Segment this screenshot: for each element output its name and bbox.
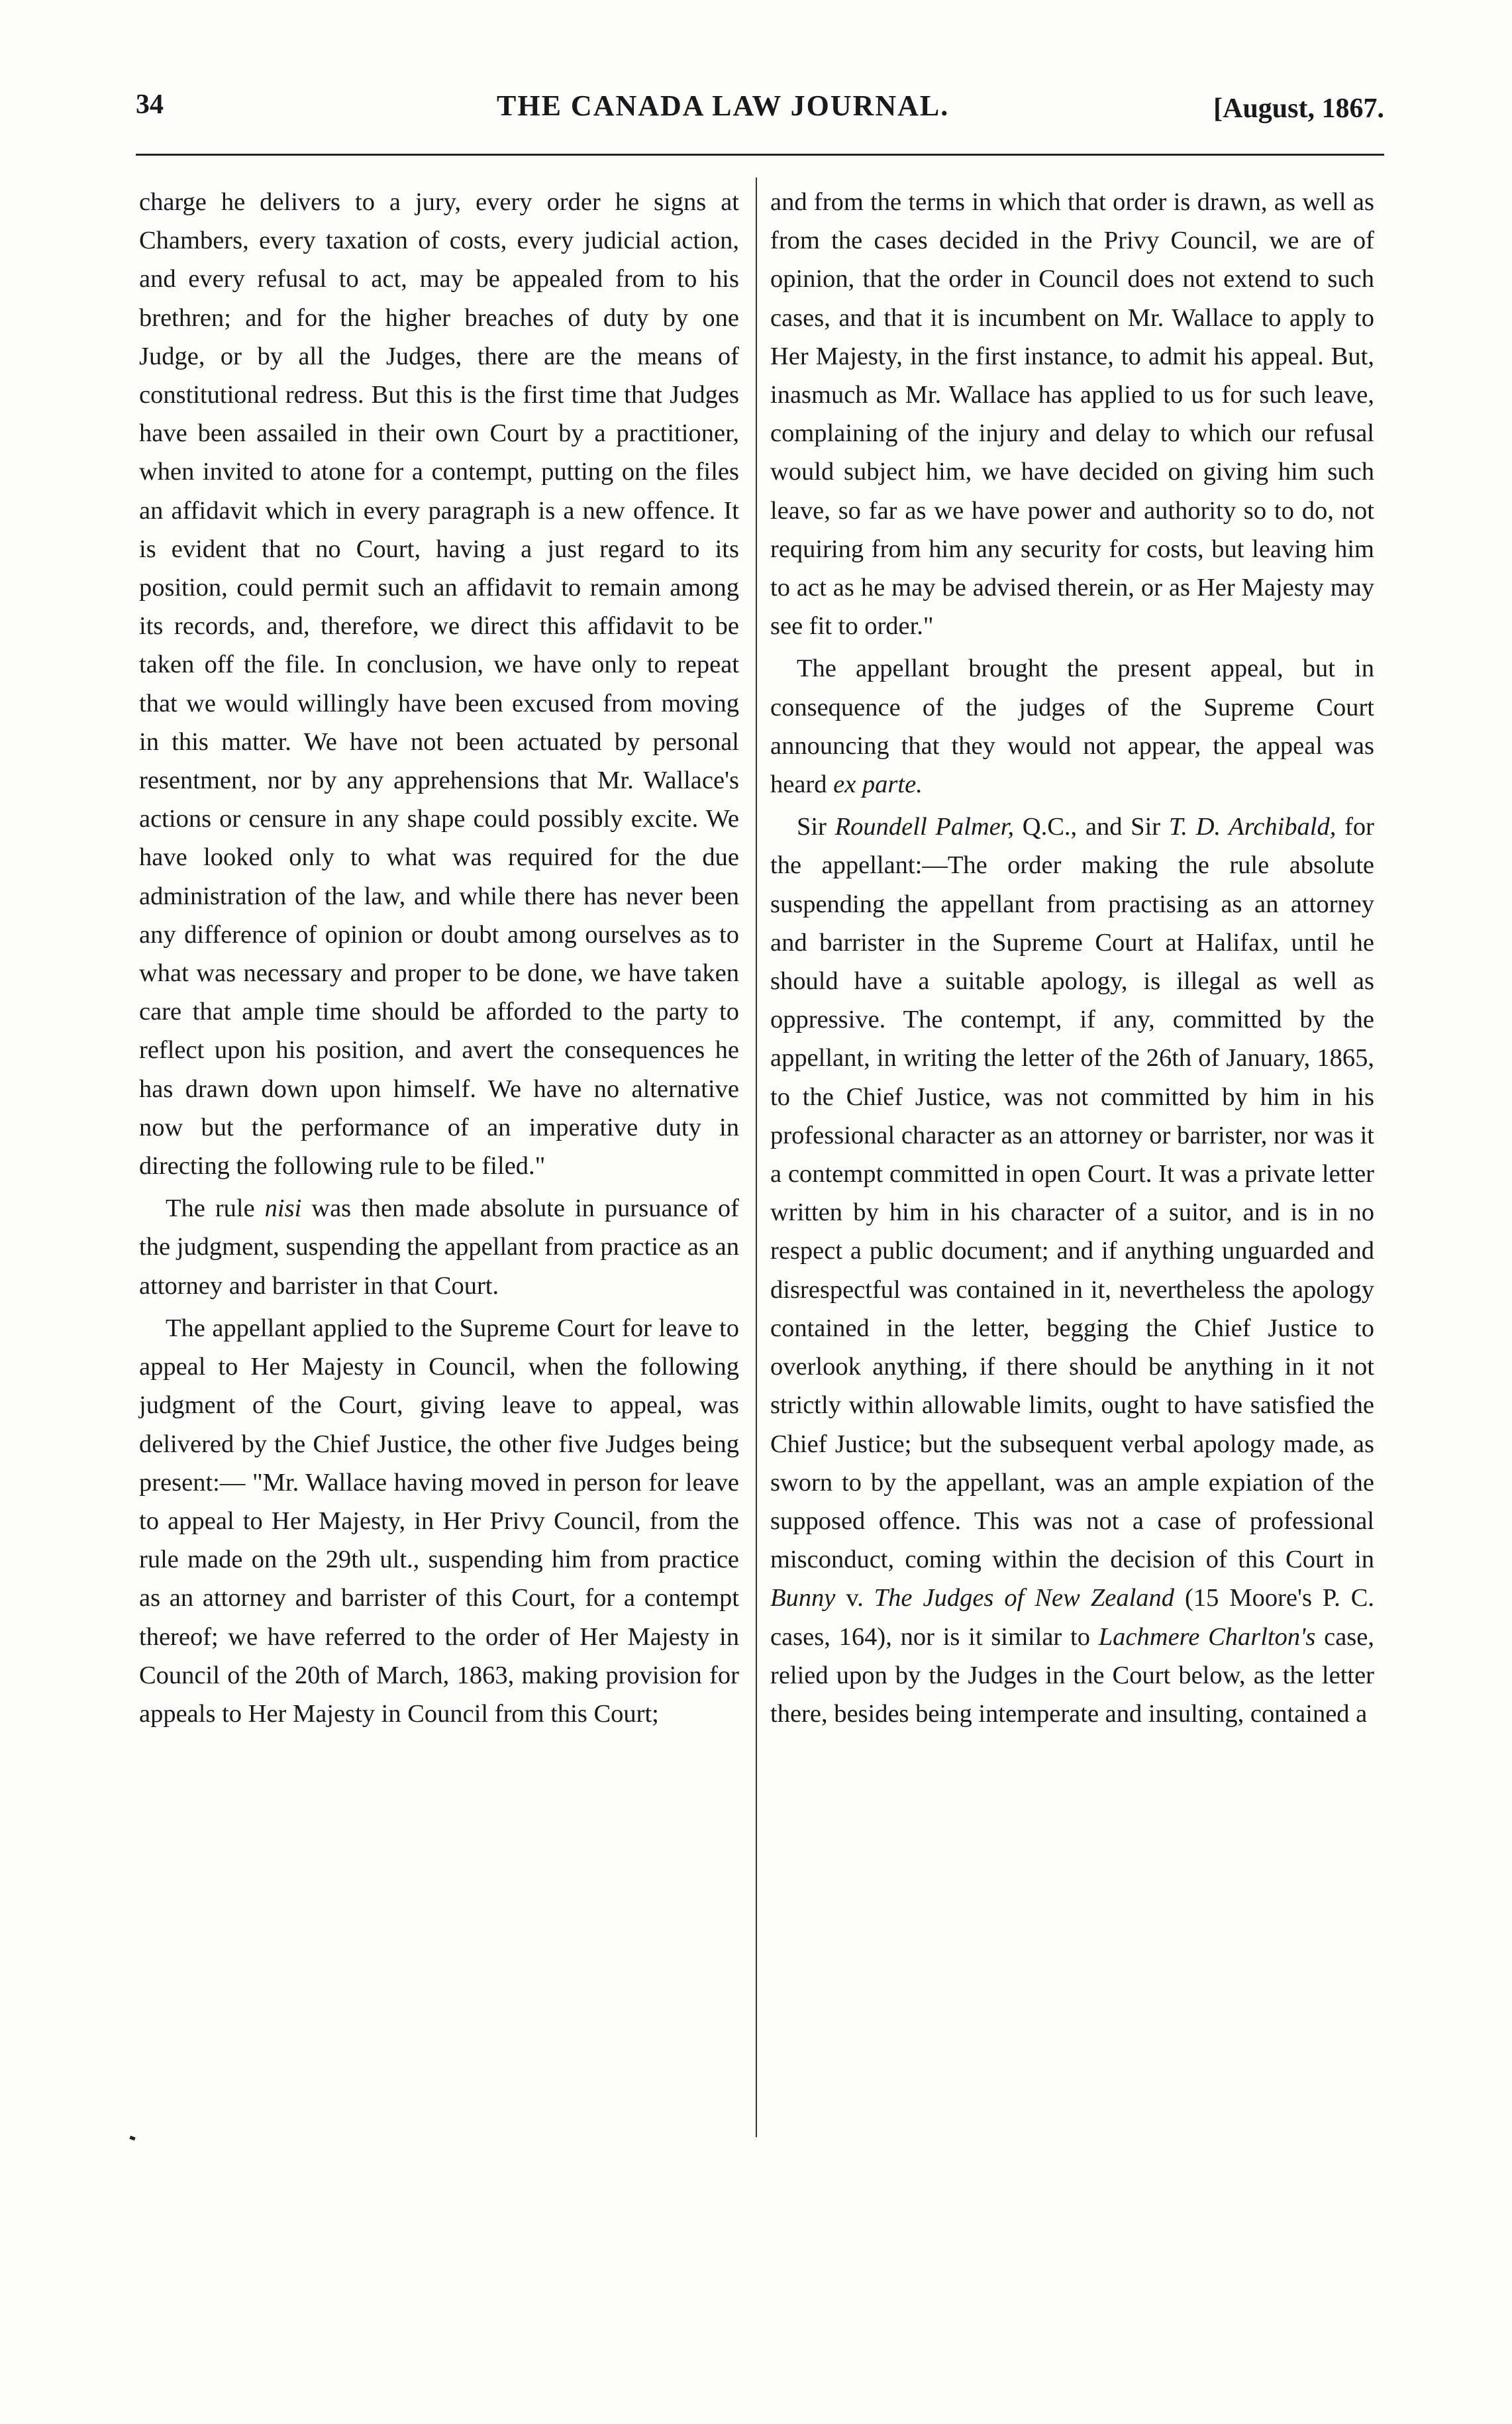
left-paragraph-2-text-b: was then made absolute in pursuance of the judgment, suspending the appellant from practice as an attorney and barrister in that Court. (139, 1194, 739, 1300)
left-paragraph-1: charge he delivers to a jury, every order he signs at Chambers, every taxation of costs, every judicial action, and every refusal to act, may be appealed from to his brethren; and for the higher breaches of duty by one Judge, or by all the Judges, there are the means of constitutional redress. But this is the first time that Judges have been assailed in their own Court by a practitioner, when invited to atone for a contempt, putting on the files an affidavit which in every paragraph is a new offence. It is evident that no Court, having a just regard to its position, could permit such an affidavit to remain among its records, and, therefore, we direct this affidavit to be taken off the file. In conclusion, we have only to repeat that we would willingly have been excused from moving in this matter. We have not been actuated by personal resentment, nor by any apprehensions that Mr. Wallace's actions or censure in any shape could possibly excite. We have looked only to what was required for the due administration of the law, and while there has never been any difference of opinion or doubt among ourselves as to what was necessary and proper to be done, we have taken care that ample time should be afforded to the party to reflect upon his position, and avert the consequences he has drawn down upon himself. We have no alternative now but the performance of an imperative duty in directing the following rule to be filed." (139, 188, 739, 1181)
left-paragraph-2-text-a: The rule (166, 1194, 265, 1223)
header-rule (136, 154, 1384, 156)
right-paragraph-3-text-3: for the appellant:—The order making the rule absolute suspending the appellant from practising as an attorney and barrister in the Supreme Court at Halifax, until he should have a suitable apology, is illegal as well as oppressive. The contempt, if any, committed by the appellant, in writing the letter of the 26th of January, 1865, to the Chief Justice, was not committed by him in his professional character as an attorney or barrister, nor was it a contempt committed in open Court. It was a private letter written by him in his character of a suitor, and is in no respect a public document; and if anything unguarded and disrespectful was contained in it, nevertheless the apology contained in the letter, begging the Chief Justice to overlook anything, if there should be anything in it not strictly within allowable limits, ought to have satisfied the Chief Justice; but the subsequent verbal apology made, as sworn to by the appellant, was an ample expiation of the supposed offence. This was not a case of professional misconduct, coming within the decision of this Court in (770, 813, 1374, 1574)
counsel-name-1: Roundell Palmer, (834, 813, 1015, 841)
left-paragraph-3: The appellant applied to the Supreme Court for leave to appeal to Her Majesty in Council, when the following judgment of the Court, giving leave to appeal, was delivered by the Chief Justice, the other five Judges being present:— "Mr. Wallace having moved in person for leave to appeal to Her Majesty, in Her Privy Council, from the rule made on the 29th ult., suspending him from practice as an attorney and barrister of this Court, for a contempt thereof; we have referred to the order of Her Majesty in Council of the 20th of March, 1863, making provision for appeals to Her Majesty in Council from this Court; (139, 1314, 739, 1728)
right-paragraph-1: and from the terms in which that order is drawn, as well as from the cases decided in the Privy Council, we are of opinion, that the order in Council does not extend to such cases, and that it is incumbent on Mr. Wallace to apply to Her Majesty, in the first instance, to admit his appeal. But, inasmuch as Mr. Wallace has applied to us for such leave, complaining of the injury and delay to which our refusal would subject him, we have decided on giving him such leave, so far as we have power and authority so to do, not requiring from him any security for costs, but leaving him to act as he may be advised therein, or as Her Majesty may see fit to order." (770, 188, 1374, 641)
right-column (770, 183, 1374, 1733)
journal-title: THE CANADA LAW JOURNAL. (497, 89, 950, 122)
left-paragraph-2 (139, 1189, 739, 1305)
right-paragraph-3-text-4: v. (835, 1584, 874, 1612)
left-column (139, 183, 739, 1733)
right-paragraph-3-text-5: (15 Moore's P. C. cases, 164), nor is it similar to (770, 1584, 1375, 1651)
issue-date: [August, 1867. (1213, 93, 1384, 124)
left-paragraph-2-italic: nisi (264, 1194, 302, 1223)
right-paragraph-2-text: The appellant brought the present appeal, but in consequence of the judges of the Supreme Court announcing that they would not appear, the appeal was heard (770, 655, 1374, 799)
case-name-judges: The Judges of New Zealand (874, 1584, 1175, 1612)
right-paragraph-2-italic: ex parte. (833, 770, 923, 799)
right-paragraph-3-text-6: case, relied upon by the Judges in the Court below, as the letter there, besides being intemperate and insulting, contained a (770, 1622, 1375, 1728)
column-divider (756, 178, 757, 2137)
page-number: 34 (136, 89, 164, 120)
running-header (136, 85, 1384, 131)
right-paragraph-2 (770, 649, 1374, 804)
case-name-bunny: Bunny (770, 1584, 836, 1612)
right-paragraph-3-text-1: Sir (797, 813, 835, 841)
right-paragraph-3 (770, 808, 1374, 1733)
counsel-name-2: T. D. Archibald, (1168, 813, 1336, 841)
case-name-charlton: Lachmere Charlton's (1098, 1622, 1316, 1651)
right-paragraph-3-text-2: Q.C., and Sir (1014, 813, 1169, 841)
ink-mark (129, 2136, 135, 2140)
